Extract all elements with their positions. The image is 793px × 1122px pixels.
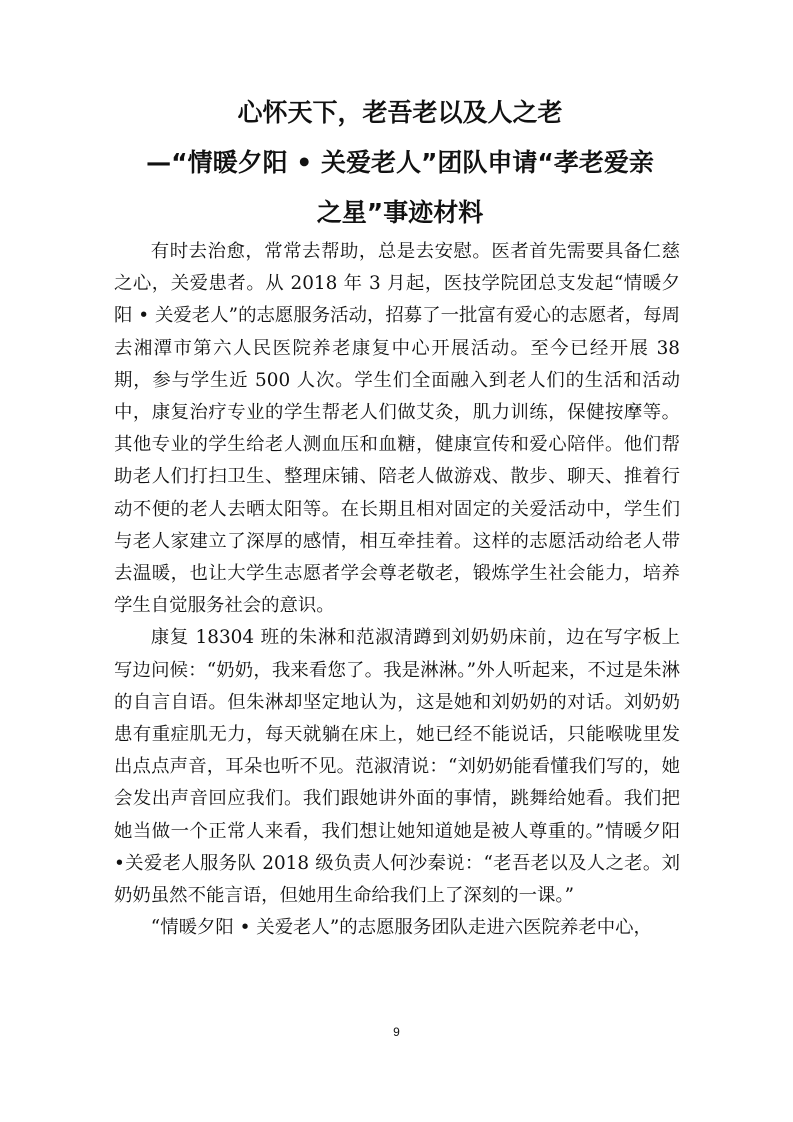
- paragraph: 康复 18304 班的朱淋和范淑清蹲到刘奶奶床前，边在写字板上写边问候：“奶奶，我来看您了。我是淋淋。”外人听起来，不过是朱淋的自言自语。但朱淋却坚定地认为，这是她和刘奶奶的对话。刘奶奶患有重症肌无力，每天就躺在床上，她已经不能说话，只能喉咙里发出点点声音，耳朵也听不见。范淑清说：“刘奶奶能看懂我们写的，她会发出声音回应我们。我们跟她讲外面的事情，跳舞给她看。我们把她当做一个正常人来看，我们想让她知道她是被人尊重的。”情暖夕阳 •关爱老人服务队 2018 级负责人何沙秦说：“老吾老以及人之老。刘奶奶虽然不能言语，但她用生命给我们上了深刻的一课。”: [114, 627, 680, 907]
- document-title-line-3: 之星”事迹材料: [316, 198, 484, 227]
- document-title-line-1: 心怀天下，老吾老以及人之老: [237, 98, 563, 127]
- page-number: 9: [393, 1025, 400, 1039]
- document-title-line-2: —“情暖夕阳 • 关爱老人”团队申请“孝老爱亲: [146, 148, 654, 177]
- paragraph: 有时去治愈，常常去帮助，总是去安慰。医者首先需要具备仁慈之心，关爱患者。从 2018 年 3 月起，医技学院团总支发起“情暖夕阳 • 关爱老人”的志愿服务活动，招募了一批富有爱心的志愿者，每周去湘潭市第六人民医院养老康复中心开展活动。至今已经开展 38 期，参与学生近 500 人次。学生们全面融入到老人们的生活和活动中，康复治疗专业的学生帮老人们做艾灸，肌力训练，保健按摩等。其他专业的学生给老人测血压和血糖，健康宣传和爱心陪伴。他们帮助老人们打扫卫生、整理床铺、陪老人做游戏、散步、聊天、推着行动不便的老人去晒太阳等。在长期且相对固定的关爱活动中，学生们与老人家建立了深厚的感情，相互牵挂着。这样的志愿活动给老人带去温暖，也让大学生志愿者学会尊老敬老，锻炼学生社会能力，培养学生自觉服务社会的意识。: [114, 241, 680, 617]
- paragraph: “情暖夕阳 • 关爱老人”的志愿服务团队走进六医院养老中心，: [150, 917, 652, 939]
- document-body: [114, 236, 680, 944]
